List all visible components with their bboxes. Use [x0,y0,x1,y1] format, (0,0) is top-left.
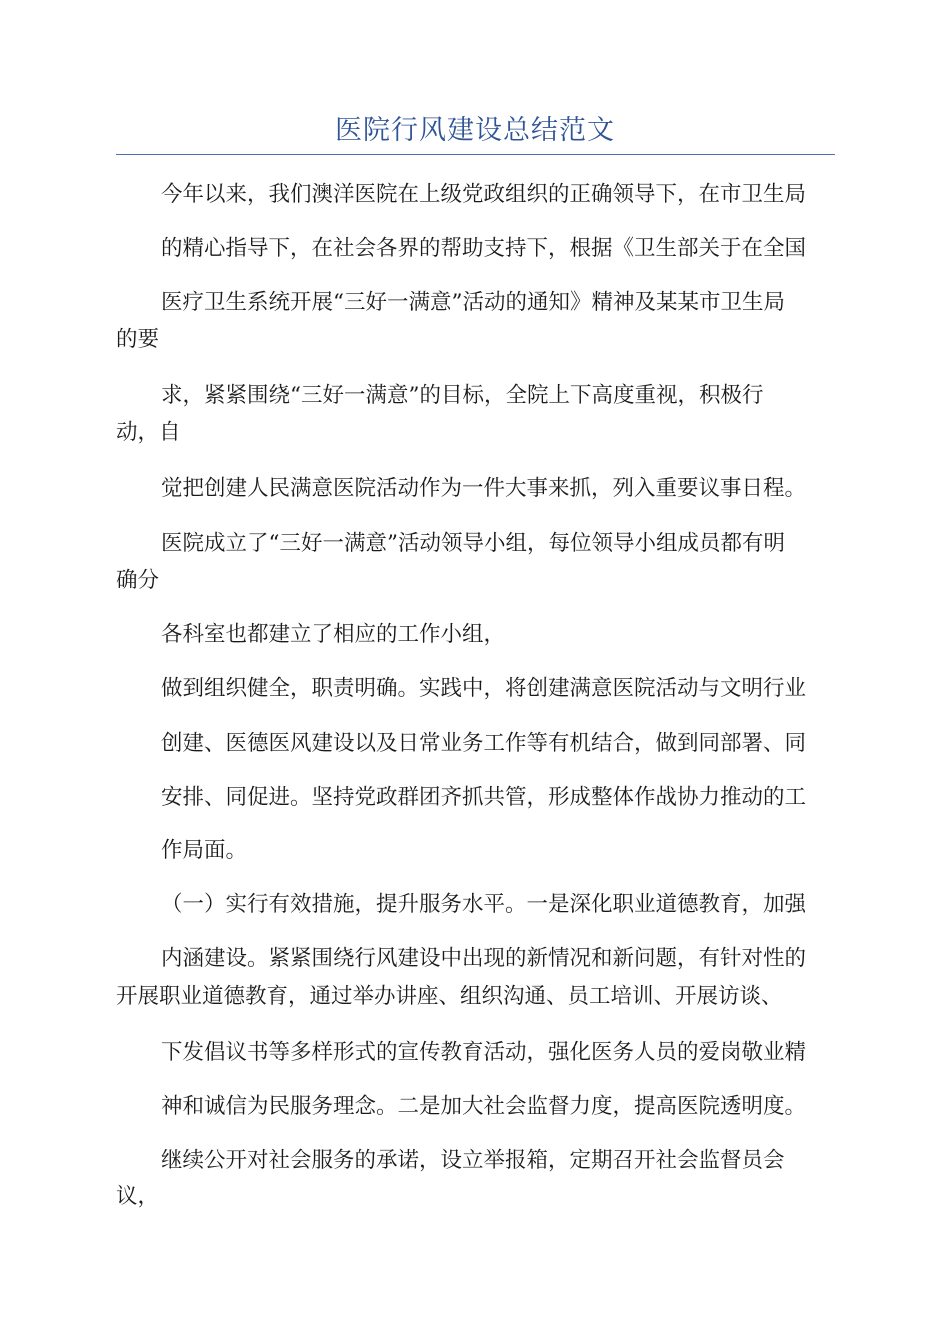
body-line: 各科室也都建立了相应的工作小组， [161,622,506,647]
body-line: 确分 [116,568,160,593]
body-line: 的精心指导下，在社会各界的帮助支持下，根据《卫生部关于在全国 [161,236,807,261]
body-line: 下发倡议书等多样形式的宣传教育活动，强化医务人员的爱岗敬业精 [161,1040,807,1065]
body-line: 的要 [116,327,160,352]
body-line: 觉把创建人民满意医院活动作为一件大事来抓，列入重要议事日程。 [161,476,807,501]
body-line: 内涵建设。紧紧围绕行风建设中出现的新情况和新问题，有针对性的 [161,946,807,971]
body-line: 医院成立了“三好一满意”活动领导小组，每位领导小组成员都有明 [161,531,785,556]
document-title: 医院行风建设总结范文 [335,115,615,146]
body-line: 医疗卫生系统开展“三好一满意”活动的通知》精神及某某市卫生局 [161,290,785,315]
body-line: 创建、医德医风建设以及日常业务工作等有机结合，做到同部署、同 [161,731,807,756]
title-underline [116,154,835,155]
body-line: 作局面。 [161,838,248,863]
body-line: 安排、同促进。坚持党政群团齐抓共管，形成整体作战协力推动的工 [161,785,807,810]
body-line: 开展职业道德教育，通过举办讲座、组织沟通、员工培训、开展访谈、 [116,984,783,1009]
body-line: 继续公开对社会服务的承诺，设立举报箱，定期召开社会监督员会 [161,1148,785,1173]
body-line: 做到组织健全，职责明确。实践中，将创建满意医院活动与文明行业 [161,676,807,701]
body-line: 今年以来，我们澳洋医院在上级党政组织的正确领导下，在市卫生局 [161,182,807,207]
body-line: 动，自 [116,420,181,445]
body-line: 求，紧紧围绕“三好一满意”的目标，全院上下高度重视，积极行 [161,383,764,408]
body-line: （一）实行有效措施，提升服务水平。一是深化职业道德教育，加强 [161,892,807,917]
body-line: 议， [116,1184,160,1209]
body-line: 神和诚信为民服务理念。二是加大社会监督力度，提高医院透明度。 [161,1094,807,1119]
